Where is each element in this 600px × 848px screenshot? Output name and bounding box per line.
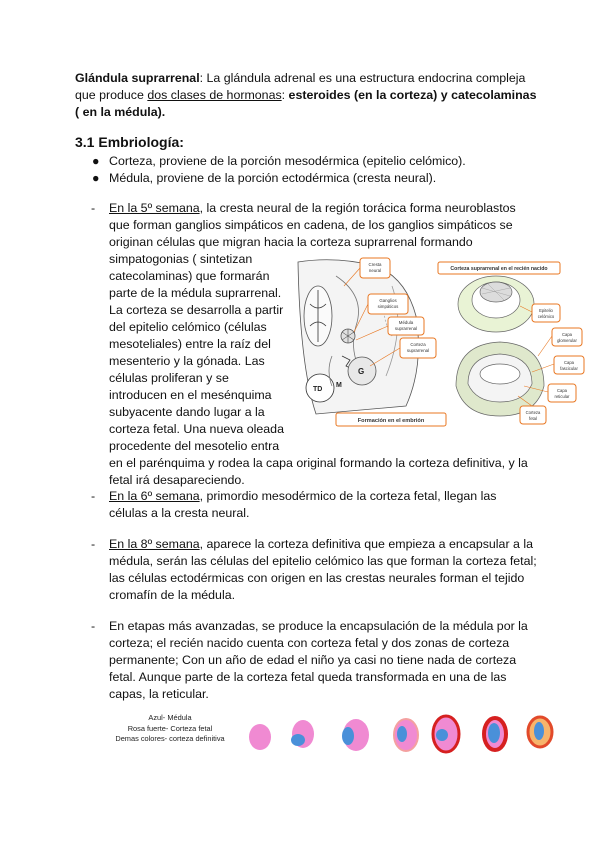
newborn-gland-top [458, 276, 534, 332]
fig-label-fascicular-2: fascicular [560, 366, 578, 371]
stage-7 [528, 717, 552, 747]
later-line: En etapas más avanzadas, se produce la encapsulación de la médula por la [109, 619, 528, 633]
later-line: capas, la reticular. [109, 687, 209, 701]
w5-line: La corteza se desarrolla a partir [109, 303, 284, 317]
later-line: corteza; el recién nacido cuenta con corteza fetal y dos zonas de corteza [109, 636, 510, 650]
development-stages-strip [108, 704, 578, 764]
legend-line: Demas colores- corteza definitiva [115, 734, 225, 743]
stage-6 [484, 718, 506, 750]
intro-underline: dos clases de hormonas [147, 88, 282, 102]
dash-marker: - [91, 201, 96, 215]
fig-label-corteza-fetal-2: fetal [529, 416, 537, 421]
fig-label-corteza-fetal-1: Corteza [525, 410, 541, 415]
w8-line: médula, serán las células del epitelio celómico las que forman la corteza fetal; [109, 554, 537, 568]
w5-line: que forman ganglios simpáticos en cadena, de los ganglios simpáticos se [109, 218, 513, 232]
intro-line-1 [75, 70, 525, 87]
w5-line: fetal irá desapareciendo. [109, 473, 245, 487]
fig-letter-g: G [358, 367, 365, 376]
bullet-item: Corteza, proviene de la porción mesodérmica (epitelio celómico). [109, 154, 466, 168]
stage-2 [291, 720, 314, 748]
bullet-dot: ● [92, 171, 100, 185]
later-line: fetal. Aunque parte de la corteza fetal queda transformada en una de las [109, 670, 507, 684]
intro-term: Glándula suprarrenal [75, 71, 200, 85]
intro-bold-2: ( en la médula). [75, 105, 166, 119]
dash-marker: - [91, 619, 96, 633]
fig-label-glomerular-2: glomerular [557, 338, 577, 343]
w5-line: células proliferan y se [109, 371, 229, 385]
legend-line: Rosa fuerte- Corteza fetal [127, 723, 213, 733]
fig-label-corteza-2: suprarrenal [406, 348, 430, 353]
fig-label-ganglios-1: Ganglios [379, 298, 397, 303]
fig-label-epitelio-1: Epitelio [539, 308, 553, 313]
w8-line: las células ectodérmicas con origen en las crestas neurales forman el tejido [109, 571, 525, 585]
legend-line: Azul- Médula [148, 713, 192, 722]
fig-caption-embrion: Formación en el embrión [357, 418, 425, 424]
fig-label-glomerular-1: Capa [561, 332, 573, 337]
w5-line: introducen en el mesénquima [109, 388, 272, 402]
fig-label-fascicular-1: Capa [563, 360, 575, 365]
w5-line: corteza fetal. Una nueva oleada [109, 422, 284, 436]
intro-line1-rest: : La glándula adrenal es una estructura endocrina compleja [199, 71, 526, 85]
stage-3 [342, 719, 369, 751]
w6-label: En la 6º semana [109, 489, 200, 503]
w5-line: mesenterio y la gónada. Las [109, 354, 265, 368]
fig-label-cresta-2: neural [368, 268, 382, 273]
stage-4 [394, 719, 418, 751]
fig-label-epitelio-2: celómico [537, 314, 555, 319]
section-title: 3.1 Embriología: [75, 134, 184, 150]
w5-line: parte de la médula suprarrenal. [109, 286, 282, 300]
stage-1 [249, 724, 271, 750]
w5-label: En la 5º semana [109, 201, 200, 215]
w5-line: originan células que migran hacia la corteza suprarrenal formando [109, 235, 473, 249]
embryology-figure [296, 256, 590, 428]
fig-caption-recien-nacido: Corteza suprarrenal en el recién nacido [450, 266, 548, 272]
dash-marker: - [91, 489, 96, 503]
w8-label: En la 8º semana [109, 537, 200, 551]
fig-label-reticular-1: Capa [556, 388, 568, 393]
w5-line: mesoteliales) entre la raíz del [109, 337, 271, 351]
fig-label-corteza-1: Corteza [410, 342, 426, 347]
fig-letter-m: M [336, 382, 342, 389]
intro-line-3 [75, 104, 165, 121]
w8-line: cromafín de la médula. [109, 588, 236, 602]
intro-line2-pre: que produce [75, 88, 148, 102]
w5-line: en el parénquima y rodea la capa original formando la corteza definitiva, y la [109, 456, 528, 470]
intro-line-2 [75, 87, 536, 104]
intro-bold: esteroides (en la corteza) y catecolaminas [288, 88, 537, 102]
bullet-dot: ● [92, 154, 100, 168]
w5-text: , la cresta neural de la región torácica forma neuroblastos [199, 201, 516, 215]
w6-line [109, 488, 496, 505]
fig-label-medula-1: Médula [398, 320, 414, 325]
w6-text: , primordio mesodérmico de la corteza fetal, llegan las [199, 489, 497, 503]
dash-marker: - [91, 537, 96, 551]
w8-line [109, 536, 533, 553]
w6-line: células a la cresta neural. [109, 506, 250, 520]
w5-line: subyacente dando lugar a la [109, 405, 265, 419]
intro-colon: : [281, 88, 289, 102]
fig-label-reticular-2: reticular [554, 394, 570, 399]
w5-line: procedente del mesotelio entra [109, 439, 280, 453]
w5-line [109, 200, 516, 217]
fig-label-cresta-1: Cresta [368, 262, 382, 267]
later-line: permanente; Con un año de edad el niño ya casi no tiene nada de corteza [109, 653, 517, 667]
w8-text: , aparece la corteza definitiva que empieza a encapsular a la [199, 537, 533, 551]
w5-line: del epitelio celómico (células [109, 320, 267, 334]
fig-label-medula-2: suprarrenal [394, 326, 418, 331]
w5-line: simpatogonias ( sintetizan [109, 252, 253, 266]
w5-line: catecolaminas) que formarán [109, 269, 270, 283]
stage-5 [433, 716, 459, 752]
bullet-item: Médula, proviene de la porción ectodérmica (cresta neural). [109, 171, 437, 185]
fig-label-ganglios-2: simpáticos [377, 304, 399, 309]
fig-letter-td: TD [313, 386, 323, 393]
